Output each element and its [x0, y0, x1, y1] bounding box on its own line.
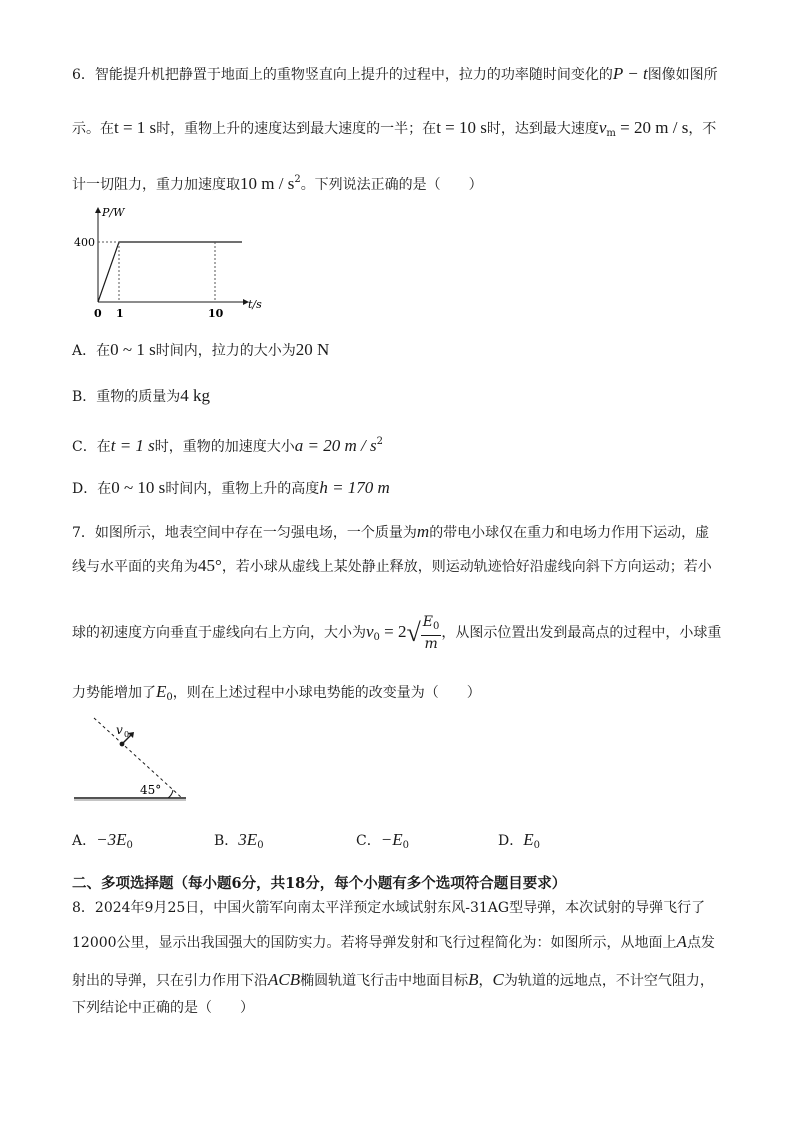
q7-option-c[interactable]: C．$-E_0$	[356, 830, 409, 851]
q6-line-2: 示。在t = 1 s时，重物上升的速度达到最大速度的一半；在t = 10 s时，达到最大速度$v_m = 20$ m / s，不	[72, 118, 717, 139]
y-tick-400: 400	[74, 236, 95, 249]
section-heading: 二、多项选择题（每小题6分，共18分，每个小题有多个选项符合题目要求）	[72, 875, 567, 892]
q7-line-4: 力势能增加了$E_0$，则在上述过程中小球电势能的改变量为（ ）	[72, 682, 481, 703]
math-t10: t = 10 s	[436, 118, 487, 137]
x-tick-1: 1	[116, 307, 124, 320]
x-axis-label: t/s	[248, 298, 262, 311]
math-vm: = 20 m / s	[615, 118, 689, 137]
math-p-t: P − t	[612, 64, 648, 83]
q6-line-1: 6．智能提升机把静置于地面上的重物竖直向上提升的过程中，拉力的功率随时间变化的P − t图像如图所	[72, 64, 718, 83]
q7-option-d[interactable]: D．$E_0$	[498, 830, 540, 851]
fraction-e0-over-m: $\frac{E_0}{m}$	[422, 614, 440, 652]
q7-incline-figure	[72, 712, 192, 804]
q8-line-4: 下列结论中正确的是（ ）	[72, 1000, 254, 1016]
x-tick-10: 10	[208, 307, 224, 320]
math-g: 10 m / s	[240, 174, 295, 193]
q6-option-c[interactable]: C．在t = 1 s时，重物的加速度大小a = 20 m / $s^2$	[72, 436, 383, 455]
dashed-incline	[94, 718, 182, 798]
ramp-line	[98, 242, 119, 302]
math-t1: t = 1 s	[114, 118, 157, 137]
q8-line-3: 射出的导弹，只在引力作用下沿ACB椭圆轨道飞行击中地面目标B，C为轨道的远地点，不计空气阻力，	[72, 970, 714, 989]
q8-line-2: 12000公里，显示出我国强大的国防实力。若将导弹发射和飞行过程简化为：如图所示，从地面上A点发	[72, 932, 715, 951]
angle-arc	[168, 790, 173, 798]
q6-option-d[interactable]: D．在0 ~ 10 s时间内，重物上升的高度h = 170 m	[72, 478, 390, 497]
q8-line-1: 8．2024年9月25日，中国火箭军向南太平洋预定水域试射东风-31AG型导弹，本次试射的导弹飞行了	[72, 900, 706, 916]
x-tick-0: 0	[94, 307, 102, 320]
q7-line-2: 线与水平面的夹角为45°，若小球从虚线上某处静止释放，则运动轨迹恰好沿虚线向斜下方向运动；若小	[72, 556, 712, 575]
q7-option-b[interactable]: B．$3E_0$	[214, 830, 264, 851]
angle-label: 45°	[140, 783, 162, 797]
q6-line-3: 计一切阻力，重力加速度取10 m / $s^2$。下列说法正确的是（ ）	[72, 174, 483, 193]
svg-text:0: 0	[124, 730, 130, 739]
q7-option-a[interactable]: A．$-3E_0$	[72, 830, 133, 851]
q6-p-t-graph	[74, 204, 268, 324]
y-axis-label: P/W	[102, 206, 125, 219]
q6-option-a[interactable]: A．在0 ~ 1 s时间内，拉力的大小为20 N	[72, 340, 330, 359]
q6-option-b[interactable]: B．重物的质量为4 kg	[72, 386, 211, 405]
q7-line-3: 球的初速度方向垂直于虚线向右上方向，大小为$v_0 = 2√$ $\frac{E_0}{m}$ ，从图示位置出发到最高点的过程中，小球重	[72, 614, 722, 652]
q7-line-1: 7．如图所示，地表空间中存在一匀强电场，一个质量为m的带电小球仅在重力和电场力作用下运动，虚	[72, 522, 710, 541]
svg-text:v: v	[116, 723, 123, 737]
